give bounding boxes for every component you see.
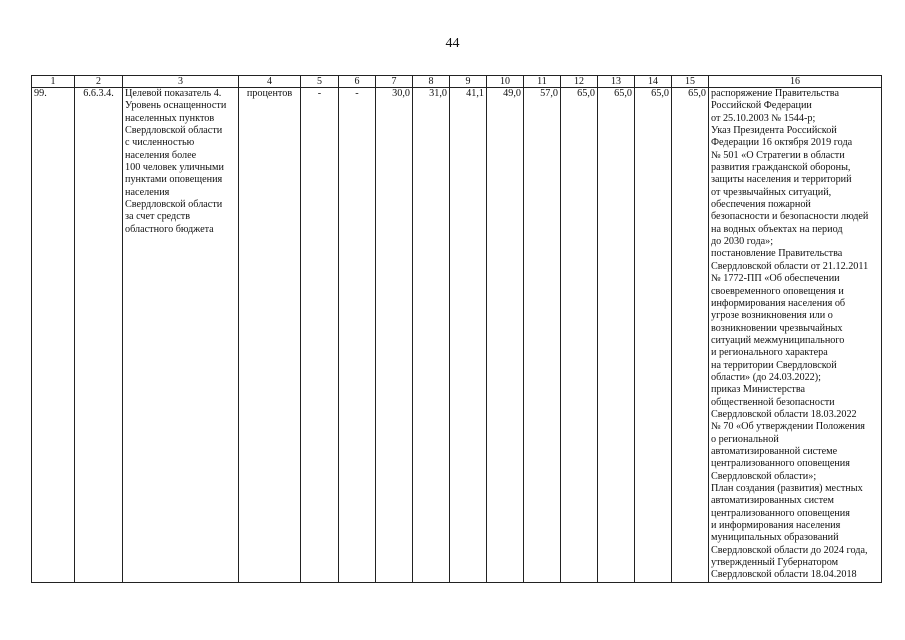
source-line: области» (до 24.03.2022); <box>711 371 821 383</box>
value-cell: 30,0 <box>376 88 413 583</box>
source-line: угрозе возникновения или о <box>711 310 833 322</box>
description-line: населения <box>125 186 170 198</box>
value-cell: 65,0 <box>672 88 709 583</box>
source-line: Свердловской области до 2024 года, <box>711 544 868 556</box>
column-header: 15 <box>672 76 709 88</box>
col6-cell: - <box>339 88 376 583</box>
column-header: 5 <box>301 76 339 88</box>
source-line: и информирования населения <box>711 520 841 532</box>
source-line: централизованного оповещения <box>711 458 850 470</box>
row-number-cell: 99. <box>32 88 75 583</box>
column-header: 9 <box>450 76 487 88</box>
col5-cell: - <box>301 88 339 583</box>
source-line: автоматизированной системе <box>711 445 838 457</box>
source-line: Федерации 16 октября 2019 года <box>711 137 853 149</box>
source-line: возникновении чрезвычайных <box>711 322 843 334</box>
header-row <box>32 76 882 88</box>
source-line: до 2030 года»; <box>711 236 774 248</box>
column-header: 11 <box>524 76 561 88</box>
column-header: 4 <box>239 76 301 88</box>
source-line: своевременного оповещения и <box>711 285 844 297</box>
description-line: Уровень оснащенности <box>125 100 227 112</box>
source-line: защиты населения и территорий <box>711 174 852 186</box>
description-line: областного бюджета <box>125 223 214 235</box>
column-header: 3 <box>123 76 239 88</box>
source-line: План создания (развития) местных <box>711 483 863 494</box>
unit-cell: процентов <box>239 88 301 583</box>
value-cell: 57,0 <box>524 88 561 583</box>
source-line: Свердловской области»; <box>711 470 817 482</box>
source-line: и регионального характера <box>711 347 828 359</box>
value-cell: 65,0 <box>635 88 672 583</box>
column-header: 10 <box>487 76 524 88</box>
source-line: постановление Правительства <box>711 248 843 260</box>
description-line: с численностью <box>125 137 195 149</box>
source-line: на территории Свердловской <box>711 359 837 371</box>
source-line: на водных объектах на период <box>711 223 843 235</box>
source-line: безопасности и безопасности людей <box>711 211 869 223</box>
source-line: централизованного оповещения <box>711 507 850 519</box>
source-line: Российской Федерации <box>711 100 812 112</box>
source-line: обеспечения пожарной <box>711 199 811 211</box>
column-header: 1 <box>32 76 75 88</box>
source-line: № 1772-ПП «Об обеспечении <box>711 273 840 285</box>
code-cell: 6.6.3.4. <box>75 88 123 583</box>
source-line: № 501 «О Стратегии в области <box>711 149 845 161</box>
table-row <box>32 88 882 583</box>
description-line: населенных пунктов <box>125 112 215 124</box>
column-header: 7 <box>376 76 413 88</box>
source-line: приказ Министерства <box>711 384 806 396</box>
column-header: 2 <box>75 76 123 88</box>
source-line: муниципальных образований <box>711 532 839 544</box>
column-header: 8 <box>413 76 450 88</box>
column-header: 6 <box>339 76 376 88</box>
source-line: Свердловской области 18.04.2018 <box>711 569 857 581</box>
indicator-table <box>31 75 882 583</box>
source-line: от чрезвычайных ситуаций, <box>711 186 832 198</box>
source-line: развития гражданской обороны, <box>711 162 851 174</box>
description-line: пунктами оповещения <box>125 174 223 186</box>
column-header: 16 <box>709 76 882 88</box>
value-cell: 41,1 <box>450 88 487 583</box>
description-line: населения более <box>125 149 197 161</box>
column-header: 13 <box>598 76 635 88</box>
description-line: Свердловской области <box>125 199 223 211</box>
source-line: № 70 «Об утверждении Положения <box>711 421 865 433</box>
source-documents-cell <box>709 88 882 583</box>
description-line: 100 человек уличными <box>125 162 224 174</box>
source-line: автоматизированных систем <box>711 495 834 507</box>
description-line: за счет средств <box>125 211 191 223</box>
source-line: Свердловской области от 21.12.2011 <box>711 260 869 272</box>
source-line: общественной безопасности <box>711 396 835 408</box>
source-line: распоряжение Правительства <box>711 88 839 99</box>
value-cell: 65,0 <box>598 88 635 583</box>
description-line: Целевой показатель 4. <box>125 88 222 99</box>
description-line: Свердловской области <box>125 125 223 137</box>
description-cell <box>123 88 239 583</box>
source-line: Свердловской области 18.03.2022 <box>711 408 857 420</box>
value-cell: 31,0 <box>413 88 450 583</box>
column-header: 12 <box>561 76 598 88</box>
source-line: ситуаций межмуниципального <box>711 334 845 346</box>
source-line: от 25.10.2003 № 1544-р; <box>711 112 816 124</box>
value-cell: 49,0 <box>487 88 524 583</box>
column-header: 14 <box>635 76 672 88</box>
page-number: 44 <box>445 36 460 51</box>
source-line: Указ Президента Российской <box>711 125 837 137</box>
source-line: утвержденный Губернатором <box>711 557 839 569</box>
source-line: о региональной <box>711 433 779 445</box>
source-line: информирования населения об <box>711 297 846 309</box>
value-cell: 65,0 <box>561 88 598 583</box>
